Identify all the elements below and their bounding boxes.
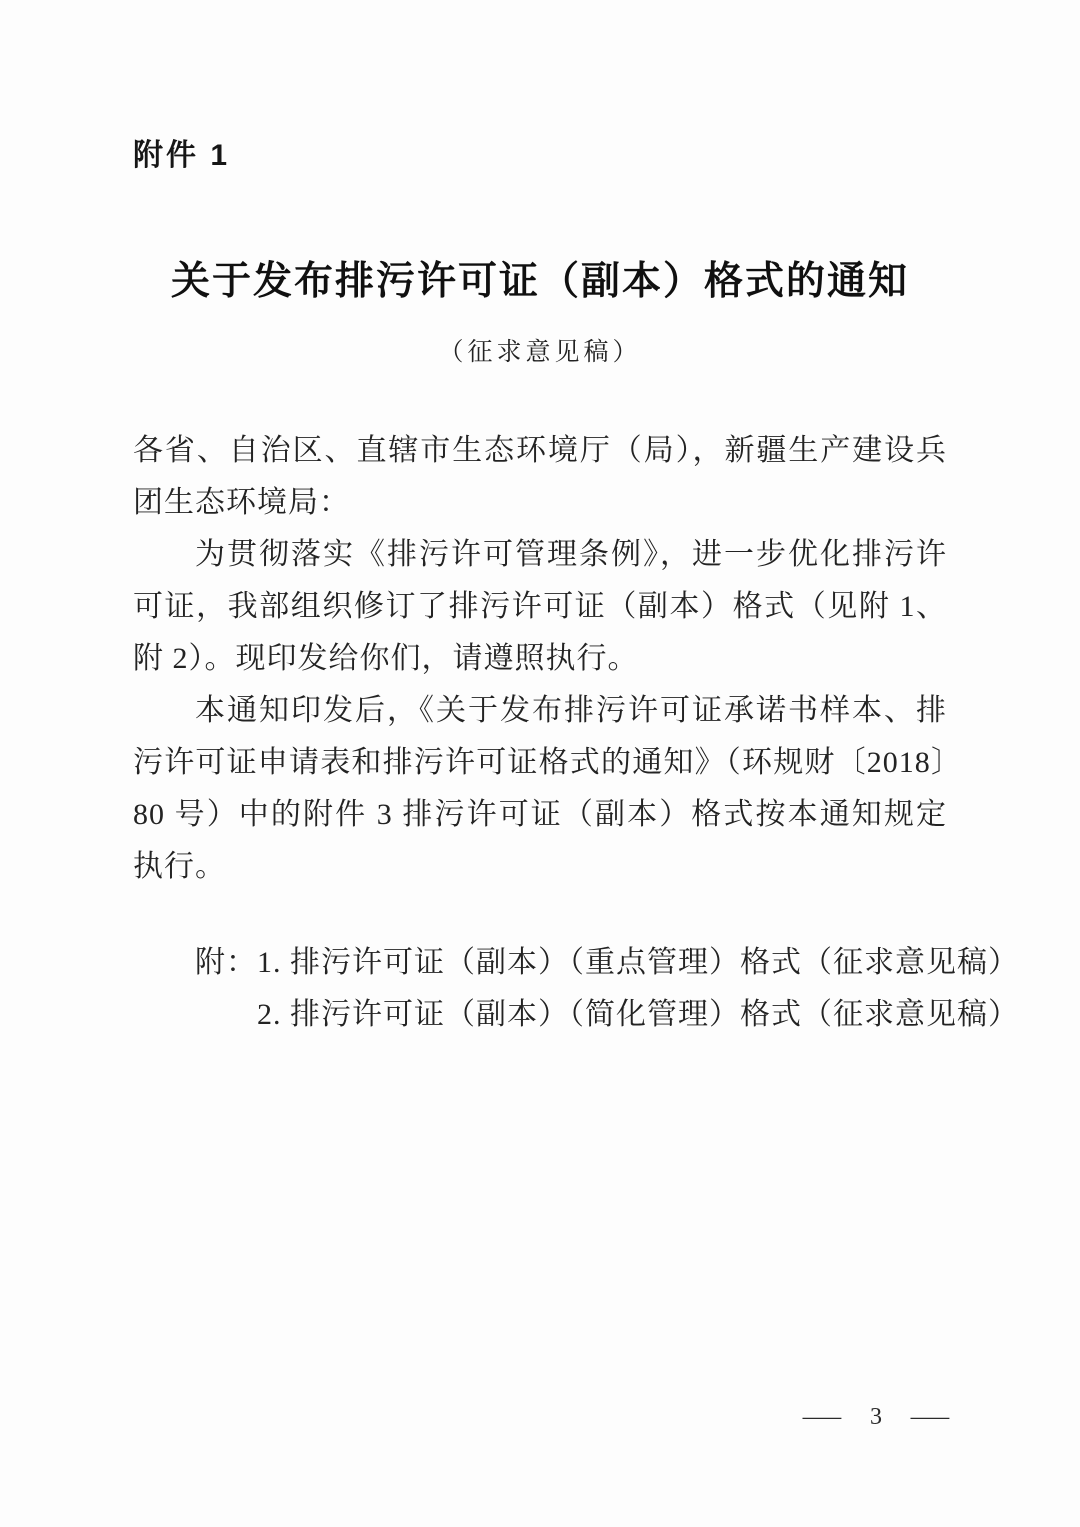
page-number: 3: [870, 1404, 882, 1430]
page-subtitle: （征求意见稿）: [438, 339, 642, 366]
footer-dash-left: —: [802, 1404, 842, 1430]
attachment-list-label: 附：: [195, 946, 257, 979]
attachment-item-2: 2. 排污许可证（副本）（简化管理）格式（征求意见稿）: [257, 998, 1019, 1031]
attachment-list: [133, 937, 1019, 1041]
attachment-list-items: [257, 937, 1019, 1041]
document-body: [133, 425, 1019, 1041]
footer-dash-right: —: [910, 1404, 950, 1430]
page-footer: [802, 1402, 950, 1432]
attachment-item-1: 1. 排污许可证（副本）（重点管理）格式（征求意见稿）: [257, 946, 1019, 979]
paragraph-1: 为贯彻落实《排污许可管理条例》，进一步优化排污许可证，我部组织修订了排污许可证（副本）格式（见附 1、附 2）。现印发给你们，请遵照执行。: [133, 538, 947, 675]
paragraph-2: 本通知印发后，《关于发布排污许可证承诺书样本、排污许可证申请表和排污许可证格式的通知》（环规财〔2018〕80 号）中的附件 3 排污许可证（副本）格式按本通知规定执行。: [133, 694, 947, 883]
attachment-label: 附件 1: [133, 139, 231, 172]
page-title: 关于发布排污许可证（副本）格式的通知: [170, 260, 909, 303]
salutation-line: 各省、自治区、直辖市生态环境厅（局），新疆生产建设兵团生态环境局：: [133, 434, 947, 519]
